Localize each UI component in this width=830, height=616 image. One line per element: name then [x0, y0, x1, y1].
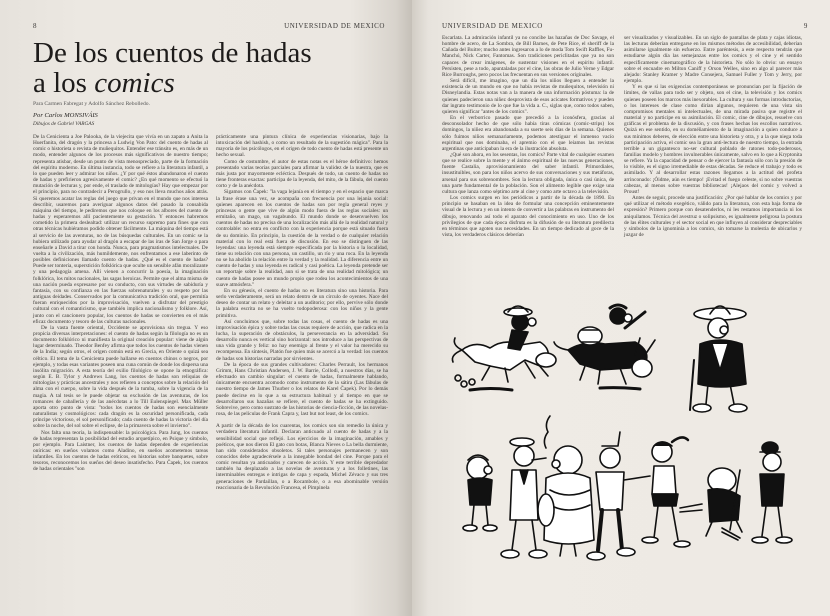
- man-in-cap-figure: [587, 432, 650, 560]
- paragraph: De la vasta fuente oriental, Occidente se aprovisiona sin tregua. Y eso propicia diversas interpretaciones: el cuento de hadas según la filología no es un documento folklórico ni manifiesta la original creación popular: viene de algún lugar determinado. Theodor Benfey afirma que todos los cuentos de hadas vienen de la India; según otros, el origen común está en Grecia, en Oriente o quizá sea céltico. El tema de la Cenicienta puede hallarse en cuentos chinos o negros, por ejemplo, y todas esas variantes poseen una cuna común de donde los dispersa una insólita migración. A esta teoría del exilio filológico se opone la etnográfica: según E. B. Tylor y Andrews Lang, los cuentos de hadas son reliquias de mitologías y prácticas ancestrales y nos refieren a conceptos sobre la relación del alma con el cuerpo, sobre la vida después de la tumba, sobre la vigencia de la magia. A tal tesis se le puede objetar su exclusión de las aventuras, de los romances de caballería y de las anécdotas a lo Till Eulenspiegel. Max Müller aporta otro punto de vista: "todos los cuentos de hadas son esencialmente naturalistas y cosmológicos: cada dragón es la oscuridad personificada, cada príncipe victorioso, el sol personificado; cada cuento de hadas la victoria del día sobre la noche, del sol sobre el eclipse, de la primavera sobre el invierno".: [33, 324, 208, 430]
- woman-sweeping-figure: [680, 468, 742, 540]
- paragraph: De la época de sus grandes cultivadores: Charles Perrault, los hermanos Grimm, Hans Christian Andersen, J. W. Barrie, Collodi, a nuestros días, se ha efectuado un cambio singular: el cuento de hadas, formalmente hablando, únicamente encuentra acomodo como instrumento de la sátira (Las fábulas de nuestro tiempo de James Thurber o los relatos de Karel Čapek). Por lo demás puede decirse en lo que a su estructura habitual y al tiempo en que se desarrollaron sus hazañas se refiere, el cuento de hadas se ha extinguido. Sobrevive, pero como sustrato de las historias de ciencia-ficción, de las novelas-rosa, de las películas de Frank Capra y, last but not least, de los comics.: [216, 361, 388, 418]
- woman-in-rebozo-figure: [538, 446, 594, 556]
- left-page: [0, 0, 412, 616]
- illustration-credit: Dibujos de Gabriel VARGAS: [33, 121, 95, 127]
- paragraph: Será difícil, me imagino, que un día los niños lleguen a entender la existencia de un mundo en que no había revistas de muñequitos, televisión ni Disneylandia. Estas notas van a la manera de una información póstuma: la de quienes padecieron una niñez desprovista de esos acicates formativos y pueden dar ingrato testimonio de lo que fue la vida a. C., siglas que, como todos saben, quieren significar "antes de los comics".: [442, 78, 614, 115]
- left-page-column-1: [33, 134, 208, 473]
- dedication: Para Carmen Fabregat y Adolfo Sánchez Rebolledo.: [33, 101, 150, 107]
- running-head: UNIVERSIDAD DE MEXICO: [284, 22, 385, 30]
- girl-with-ponytail-figure: [642, 437, 690, 547]
- man-in-sombrero-figure: [690, 306, 747, 412]
- small-boy-figure: [463, 455, 497, 531]
- right-page-column-2: [624, 35, 802, 238]
- paragraph: En su génesis, el cuento de hadas no es literatura sino una historia. Para serlo verdaderamente, será un relato dentro de un círculo de oyentes. Nace del deseo de contar un relato y deleitar a un auditorio; por ello, pervive sólo donde la palabra escrita no se ha vuelto todopoderosa: con los niños y la gente primitiva.: [216, 287, 388, 319]
- paragraph: De la Cenicienta a Joe Palooka, de la viejecita que vivía en un zapato a Anita la Huerfanita, del dragón y la princesa a Ludwig Von Pato: del cuento de hadas al comic o historieta o revista de muñequitos. Entender ese tránsito es, en más de un modo, entender algunos de los procesos más significativos de nuestro tiempo; representa atisbar, desde un punto de vista menospreciado, parte de la formación del espíritu moderno. En última instancia, todo se refiere a la literatura infantil, a lo que pueden leer y admirar los niños. ¿Y por qué éstos abandonaron el cuento de hadas y prefirieron agresivamente el comic? ¿En qué momento se efectuó la mutación de lecturas y, por ende, el traslado de mitologías? Hay que empezar por el principio, para no contradecir a Perogrullo, y eso nos lleva muchos años atrás. Si queremos acatar las reglas del juego que privan en el mundo que nos interesa describir, usaremos para averiguar algunos datos del pasado la consabida máquina del tiempo, le pediremos que nos coloque en los albores del cuento de hadas y esperaremos allí pacientemente su gestación. Y entonces habremos cometido la primera deslealtad: utilizar un recurso supremo para fines que con otras técnicas hubiéramos podido obtener fácilmente. La máquina del tiempo está al servicio de las aventuras, no de las búsquedas culturales. En un comic se la hubiera utilizado para ayudar al dragón a escapar de las iras de San Jorge o para enseñarle a David a tirar con honda. Nunca, para pragmatismos intelectuales. De vuelta a la civilización, más humildemente, nos enfrentamos a ese laberinto de posibles definiciones llamado cuento de hadas. ¿Qué es el cuento de hadas? Puede ser tontería, superstición folklórica que oculte un sensible afán moralizante y una pedagogía amena. Allí vienen a concurrir la poesía, la imaginación folklórica, los mitos nacionales, las sagas heroicas. Permite que el alma misma de una nación pueda expresarse por su conducto, con sus virtudes de sabiduría y fantasía, con su confianza en las fuerzas sobrenaturales y su respeto por las antiguas deidades. Conservados por la comunicativa tradición oral, que permitía fueran enriquecidos por la improvisación, vuelven a disfrutar del prestigio cultural con el romanticismo, que también implica nacionalismo y folklore. Así, junto con el cancionero popular, los cuentos de hadas se convierten en el más eficaz documento y tesoro de las culturas nacionales.: [33, 134, 208, 325]
- paragraph: A partir de la década de los cuarentas, los comics son sin remedio la única y verdadera literatura infantil. Declaran anticuado al cuento de hadas y a la sensibilidad social que reflejó. Los ejercicios de la imaginación, amables y poéticos, que nos dieron El gato con botas, Blanca Nieves o La bella durmiente, han sido considerados obsoletos. Si tales personajes permanecen y son conocidos debe agradecérsele a la innegable bondad del cine. Porque para el comic resultan ya anticuados y carecen de acción. Y este terrible depredador también ha desplazado a las novelas de aventuras y a los folletines, las interminables entregas e intrigas de capa y espada, Michel Zévaco y sus tres generaciones de Pardaillan, o a Rocambole, o a esa abominable versión reaccionaria de la Revolución Francesa, el Pimpinela: [216, 423, 388, 491]
- man-in-bowler-hat-figure: [752, 442, 792, 543]
- paragraph: ¿Qué son ahora, en los sesentas, los comics? Parte vital de cualquier examen que se realice sobre la mente y el ánimo espiritual de las nuevas generaciones, fuente Castalia, aprovisionamiento del saber infantil. Primordiales, insustituibles, son para los niños acervo de sus conversaciones y sus metáforas, arsenal para sus sobrenombres. Son la lectura obligada, única o casi única, de una parte fundamental de la población. Son el alimento legible que exige una cultura que lanza como séptimo arte al cine y como arte octavo a la televisión.: [442, 151, 614, 195]
- paragraph: ser visualizados y visualizables. En un siglo de pantallas de plata y cajas idiotas, las lecturas deberían entregarse en los mismos métodos de accesibilidad, deberían asimilarse igualmente sin esfuerzo. Entre paréntesis, a este respecto tendrán que estudiarse algún día las semejanzas entre los comics y el cine y el sentido específicamente cinematográfico de la historieta. No sólo lo obvio: un ensayo sobre el encuadre en Milton Caniff y Orson Welles, sino en algo al parecer más alejado: Stanley Kramer y Madre Consejera, Samuel Fuller y Tom y Jerry, por ejemplo.: [624, 35, 802, 85]
- paragraph: Sigamos con Čapek: "la vaga lejanía en el tiempo y en el espacio que marca la frase érase una vez, se acompaña con frecuencia por una lejanía social: quienes aparecen en los cuentos de hadas son por regla general reyes y princesas o gente que vive de algún modo fuera de las reglas sociales: un ermitaño, un mago, un vagabundo. El mundo donde se desenvuelven los cuentos de hadas no precisa de una localización más allá de la realidad natural y controlable: no entra en conflicto con la experiencia porque está situado fuera de su dominio. En principio, la cuestión de la verdad o de cualquier relación material con lo real está fuera de discusión. En eso se distinguen de las leyendas: una leyenda está siempre especificada por la historia o la localidad, tiene su relación con una persona, un castillo, un río y una roca. En la leyenda no se ha abolido la relación entre la verdad y la realidad. La diferencia entre un cuento de hadas y una leyenda es radical y casi poética. La leyenda pretende ser un reportaje sobre la realidad, aun si se trata de una realidad mitológica; un cuento de hadas posee un mundo propio que rodea los acontecimientos de una suave atmósfera.": [216, 189, 388, 288]
- title-line-2-italic: comics: [94, 67, 175, 99]
- running-head: UNIVERSIDAD DE MEXICO: [442, 22, 543, 30]
- paragraph: En el verborrico pasado que precedió a la iconósfera, gracias al desconsolador hecho de que sólo había tiras cómicas (comic-strips) los domingos, la niñez era abandonada a su suerte seis días de la semana. Quienes sólo fuimos niños semanariamente, podemos atestiguar el inmenso vacío espiritual que nos dominaba, el apremio con el que leíamos las revistas argentinas que anticipaban la era de la ilustración absoluta.: [442, 115, 614, 152]
- article-title: [33, 38, 312, 98]
- paragraph: Antes de seguir, procede una justificación: ¿Por qué hablar de los comics y por qué utilizar el método exegético, válido para la literatura, con esta baja forma de expresión? Primero porque con desatenderlos, ni les restamos importancia ni los aniquilamos. Técnica del avestruz o solipsismo, es igualmente peligrosa la postura de las élites culturales y el sector social en que influyen al considerar despreciables y símbolos de la ignominia a los comics, sin tomarse la molestia de ubicarlos y juzgar de: [624, 195, 802, 238]
- cartoon-illustration: [450, 300, 800, 600]
- page-number: 8: [33, 22, 38, 30]
- paragraph: Nos falta una teoría, la indispensable: la psicológica. Para Jung, los cuentos de hadas representan la posibilidad del estudio arquetípico, en Psique y símbolo, por ejemplo. Para Laistner, los cuentos de hadas dependen de experiencias oníricas: en sueños volamos como Aladino, en sueños acometemos tareas infantiles. En los cuentos de hadas eróticos, en historias sobre banquetes, sobre tesoros, reconocemos los sueños del deseo insatisfecho. Para Čapek, los cuentos de hadas orientales "son: [33, 429, 208, 473]
- title-line-1: De los cuentos de hadas: [33, 37, 312, 69]
- paragraph: prácticamente una pintura clínica de experiencias visionarias, bajo la intoxicación del hashish, o como un resultado de la sugestión mágica". Para la mayoría de los psicólogos, en el origen de todo cuento de hadas está presente un hecho sexual.: [216, 134, 388, 159]
- title-line-2-prefix: a los: [33, 67, 95, 99]
- rider-on-horse-figure: [452, 306, 556, 390]
- rider-on-donkey-figure: [554, 305, 655, 389]
- left-page-column-2: [216, 134, 388, 491]
- man-in-beret-figure: [501, 416, 550, 558]
- page-number: 9: [803, 22, 808, 30]
- right-page-column-1: [442, 35, 614, 238]
- paragraph: Así concluimos que, sobre todas las cosas, el cuento de hadas es una improvisación épica y sobre todas las cosas requiere de acción, que radica en la lucha, la superación de obstáculos, la perseverancia en la adversidad. Su desarrollo nunca es vertical sino horizontal: nos introduce a las perspectivas de una vida grande y feliz: no hay enemigo al frente y el valor ha merecido su recompensa. En síntesis, Platón fue quien más se acercó a la verdad: los cuentos de hadas son historias narradas por sirvientes.: [216, 318, 388, 362]
- paragraph: Como de costumbre, el autor de estas notas es el héroe definitivo: hemos presentado varias teorías parciales para afirmar la validez de la nuestra, que es más justa por mayormente ecléctica. Después de todo, un cuento de hadas no tiene fronteras exactas: participa de la leyenda, del mito, de la fábula, del cuento corto y de la anécdota.: [216, 158, 388, 190]
- paragraph: Escarlata. La admiración infantil ya no concibe las hazañas de Doc Savage, el hombre de acero, de La Sombra, de Bill Barnes, de Pete Rice, el sheriff de la Cañada del Buitre; mucho antes ingresaron a lo de moda Tom Swift Raffles, Fu-Manchú, Nick Carter, Fantomas. Son tradiciones periclitadas que ya no son capaces de crear imágenes, de sustentar visiones en el espíritu infantil. Persisten, pese a todo, apuntaladas por el cine, las obras de Julio Verne y Edgar Rice Burroughs, pero pocos las frecuentan en sus versiones originales.: [442, 35, 614, 78]
- paragraph: Y es que si las exigencias contemporáneas se pronuncian por la fijación de límites, de vallas para todo ser y objeto, son el cine, la televisión y los comics quienes poseen los marcos más inexorables. La cultura y sus formas introductorias, o los intereses de clase como dirían algunos, requieren de una vista sin compromisos mentales ni intelectuales, de una mirada pasiva que registre el material y no participe en su asimilación. El comic, cine de dibujos, resuelve con gráficas el problema de la discusión, y con frases hechas los escollos narrativos. Quizá en ese sentido, en su doméñamiento de la imaginación a quien conduce a sus mínimos deberes, de elección entre una historieta y otra, y a la que niega toda participación activa, el comic sea la gran anti-lectura de nuestro tiempo, la entrada terrible a un gigantesco no-ser cultural poblado de ratones todo-poderosos, familias modelo y hombres invulnerables únicamente, salvo en lo que a Kryptonita se refiere. Ya la capacidad de pensar o de ejercer la fantasía sólo con la presión de lo visible, es el signo irremediable de estas décadas. Se reduce el trabajo y todo es asimilado. Y al desarrollar estas razones llegamos a la actitud del profeta arrinconado: ¡Óidme, aún es tiempo! ¡Evitad el fuego celeste, si no sobre vuestras cabezas, al menos sobre vuestras bibliotecas! ¡Alejaos del comic y volved a Proust!: [624, 84, 802, 195]
- byline: Por Carlos MONSIVÁIS: [33, 112, 98, 119]
- paragraph: Los comics surgen en los periódicos a partir de la década de 1890. En principio se basaban en la idea de formular una concepción eminentemente visual de la lectura y en un intento de convertir a las palabras en instrumento del dibujo, renovando así todo el aparato del conocimiento en uso. Uno de los privilegios de que cada época disfruta es la difusión de su literatura predilecta en términos que agoten sus necesidades. En un tiempo dedicado al goce de la vista, los verdaderos clásicos deberían: [442, 195, 614, 238]
